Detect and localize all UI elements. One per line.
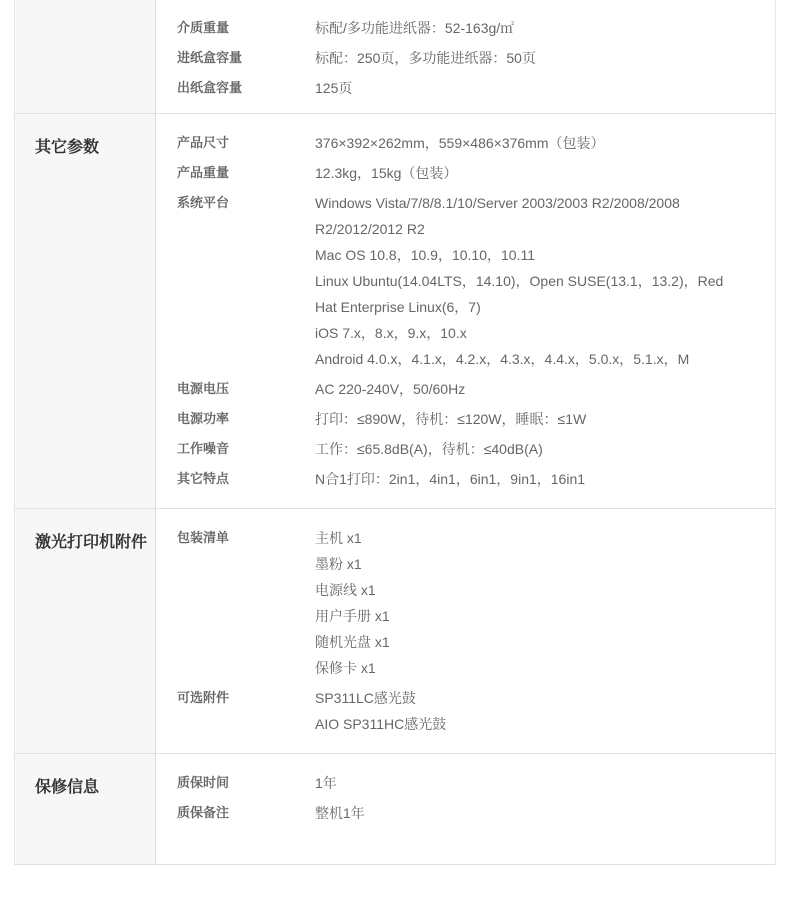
section-title: 其它参数 <box>15 114 156 508</box>
spec-value: N合1打印：2in1，4in1，6in1，9in1，16in1 <box>315 471 586 487</box>
spec-label: 其它特点 <box>177 471 230 486</box>
spec-row <box>156 130 775 156</box>
spec-value: AIO SP311HC感光鼓 <box>315 716 447 732</box>
spec-label: 工作噪音 <box>177 441 230 456</box>
spec-label: 介质重量 <box>177 20 230 35</box>
spec-value: Linux Ubuntu(14.04LTS，14.10)，Open SUSE(13.1，13.2)，Red Hat Enterprise Linux(6，7) <box>315 273 724 315</box>
spec-value: Windows Vista/7/8/8.1/10/Server 2003/2003 R2/2008/2008 R2/2012/2012 R2 <box>315 195 680 237</box>
section-body <box>156 114 775 508</box>
spec-table <box>14 0 776 865</box>
spec-value: 工作：≤65.8dB(A)，待机：≤40dB(A) <box>315 441 543 457</box>
spec-value: 12.3kg，15kg（包装） <box>315 165 458 181</box>
spec-value: Android 4.0.x，4.1.x，4.2.x，4.3.x，4.4.x，5.0.x，5.1.x，M <box>315 351 690 367</box>
spec-value: Mac OS 10.8，10.9，10.10，10.11 <box>315 247 535 263</box>
spec-row <box>156 0 775 11</box>
spec-row <box>156 685 775 737</box>
spec-label: 产品重量 <box>177 165 230 180</box>
spec-label: 产品尺寸 <box>177 135 230 150</box>
section-other-params <box>15 114 775 509</box>
spec-row <box>156 770 775 796</box>
spec-value: AC 220-240V，50/60Hz <box>315 381 466 397</box>
section-accessories <box>15 509 775 754</box>
spec-value: iOS 7.x，8.x，9.x，10.x <box>315 325 467 341</box>
spec-value: 376×392×262mm，559×486×376mm（包装） <box>315 135 605 151</box>
spec-row <box>156 160 775 186</box>
spec-row <box>156 15 775 41</box>
spec-value: SP311LC感光鼓 <box>315 690 416 706</box>
spec-value: 整机1年 <box>315 805 365 821</box>
spec-row <box>156 800 775 826</box>
spec-value: 125页 <box>315 80 353 96</box>
section-body <box>156 754 775 864</box>
spec-row <box>156 436 775 462</box>
spec-value: 1年 <box>315 775 337 791</box>
section-title <box>15 0 156 113</box>
section-title: 激光打印机附件 <box>15 509 156 753</box>
spec-label: 出纸盒容量 <box>177 80 243 95</box>
spec-label <box>156 0 315 11</box>
spec-value: 随机光盘 x1 <box>315 634 390 650</box>
section-warranty <box>15 754 775 865</box>
spec-row <box>156 190 775 372</box>
spec-value: 标配/多功能进纸器：52-163g/㎡ <box>315 20 515 36</box>
spec-label: 电源功率 <box>177 411 230 426</box>
spec-value: 主机 x1 <box>315 530 362 546</box>
spec-value: 打印：≤890W，待机：≤120W，睡眠：≤1W <box>315 411 587 427</box>
spec-row <box>156 75 775 101</box>
spec-row <box>156 376 775 402</box>
spec-label: 质保备注 <box>177 805 230 820</box>
spec-row <box>156 525 775 681</box>
spec-value: 保修卡 x1 <box>315 660 376 676</box>
spec-label: 进纸盒容量 <box>177 50 243 65</box>
spec-label: 可选附件 <box>177 690 230 705</box>
section-body <box>156 509 775 753</box>
section-media <box>15 0 775 114</box>
spec-value: 墨粉 x1 <box>315 556 362 572</box>
section-title: 保修信息 <box>15 754 156 864</box>
spec-label: 质保时间 <box>177 775 230 790</box>
spec-value: 标配：250页，多功能进纸器：50页 <box>315 50 536 66</box>
spec-label: 电源电压 <box>177 381 230 396</box>
spec-row <box>156 406 775 432</box>
spec-row <box>156 45 775 71</box>
spec-label: 包装清单 <box>177 530 230 545</box>
section-body <box>156 0 775 113</box>
spec-value: 用户手册 x1 <box>315 608 390 624</box>
spec-value: 电源线 x1 <box>315 582 376 598</box>
spec-row <box>156 466 775 492</box>
spec-label: 系统平台 <box>177 195 230 210</box>
